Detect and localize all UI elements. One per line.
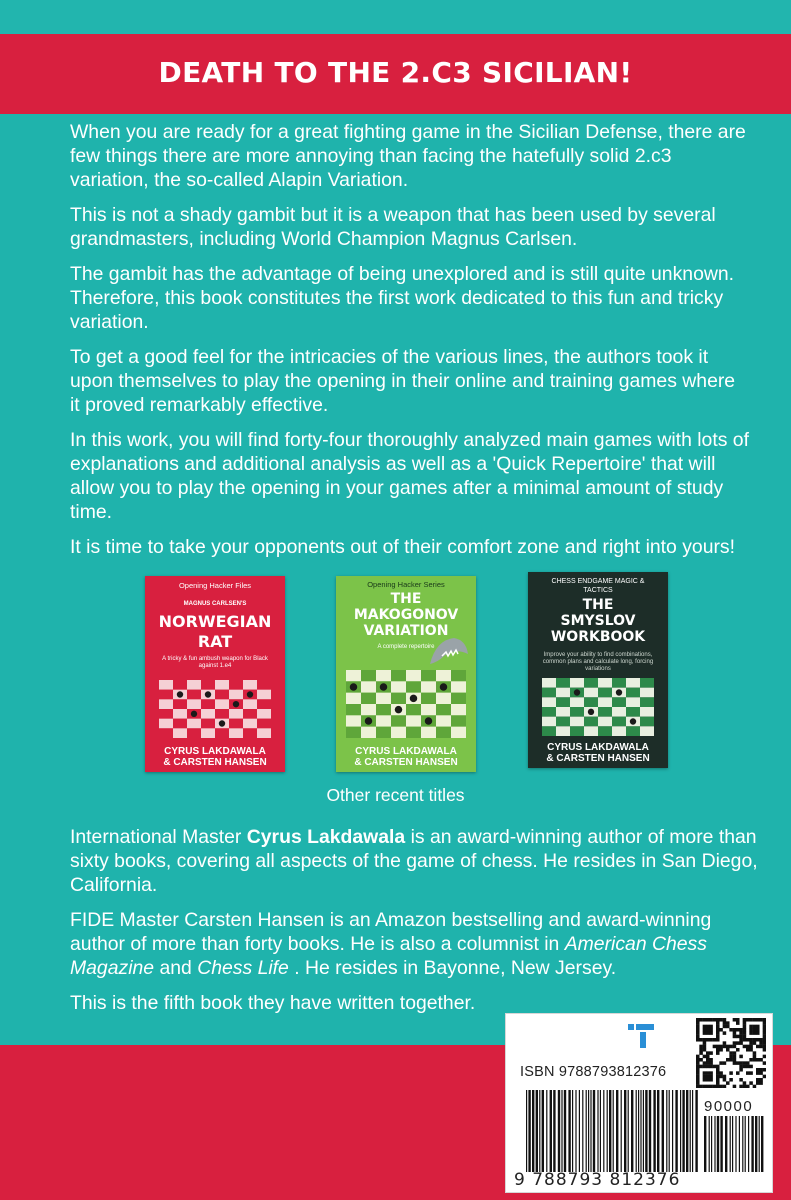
publisher-logo-icon bbox=[626, 1022, 656, 1050]
cover-title-line: VARIATION bbox=[363, 623, 449, 639]
cover-title-line: MAKOGONOV bbox=[353, 607, 459, 623]
cover-title-line: WORKBOOK bbox=[550, 629, 646, 645]
cover-norwegian-rat bbox=[145, 576, 285, 772]
bio-text: FIDE Master Carsten Hansen is an Amazon bestselling and award-winning author of more than forty books. He is also a columnist in bbox=[70, 909, 712, 955]
cover-title-line: RAT bbox=[197, 632, 233, 651]
cover-smyslov-workbook bbox=[528, 572, 668, 768]
isbn-label: ISBN 9788793812376 bbox=[520, 1064, 667, 1080]
cover-series-label: CHESS ENDGAME MAGIC & TACTICS bbox=[551, 578, 645, 594]
cover-title-line: THE bbox=[390, 591, 422, 607]
cover-subtitle: A complete repertoire bbox=[377, 644, 435, 650]
blurb-paragraph: To get a good feel for the intricacies of the various lines, the authors took it upon themselves to play the opening in their online and training games where it proved remarkably effective. bbox=[70, 346, 736, 416]
chessboard-illustration bbox=[346, 670, 466, 738]
covers-caption: Other recent titles bbox=[326, 785, 465, 805]
cover-author: CYRUS LAKDAWALA bbox=[355, 746, 457, 757]
back-cover-title: DEATH TO THE 2.C3 SICILIAN! bbox=[158, 55, 633, 89]
cover-series-label: Opening Hacker Series bbox=[367, 580, 445, 589]
barcode-digits: 9 788793 812376 bbox=[514, 1170, 681, 1190]
cover-author: CYRUS LAKDAWALA bbox=[164, 746, 266, 757]
cover-title-line: THE bbox=[582, 597, 614, 613]
blurb-section bbox=[70, 120, 750, 570]
price-code: 90000 bbox=[704, 1098, 754, 1115]
cover-pretitle: MAGNUS CARLSEN'S bbox=[183, 601, 247, 607]
cover-subtitle: Improve your ability to find combinations, common plans and calculate long, forcing variations bbox=[542, 652, 654, 672]
shark-illustration bbox=[426, 634, 470, 674]
bio-lakdawala bbox=[70, 825, 760, 897]
blurb-paragraph: It is time to take your opponents out of their comfort zone and right into yours! bbox=[70, 536, 736, 558]
cover-subtitle: A tricky & fun ambush weapon for Black against 1.e4 bbox=[162, 656, 268, 669]
cover-author: & CARSTEN HANSEN bbox=[546, 753, 650, 764]
cover-author: & CARSTEN HANSEN bbox=[354, 757, 458, 768]
chessboard-illustration bbox=[542, 678, 654, 736]
magazine-name: Chess Life bbox=[197, 957, 289, 979]
cover-makogonov-variation bbox=[336, 576, 476, 772]
cover-author: CYRUS LAKDAWALA bbox=[547, 742, 649, 753]
bio-text: International Master bbox=[70, 826, 247, 848]
qr-code-icon bbox=[696, 1018, 766, 1088]
cover-author: & CARSTEN HANSEN bbox=[163, 757, 267, 768]
bio-text: and bbox=[154, 957, 198, 979]
bio-text: is an award-winning author of more than sixty books, covering all aspects of the game of chess. He resides in San Diego, California. bbox=[70, 826, 758, 896]
blurb-paragraph: This is not a shady gambit but it is a weapon that has been used by several grandmasters, including World Champion Magnus Carlsen. bbox=[70, 204, 716, 250]
blurb-paragraph: The gambit has the advantage of being unexplored and is still quite unknown. Therefore, this book constitutes the first work dedicated to this fun and tricky variation. bbox=[70, 263, 735, 333]
price-barcode bbox=[704, 1116, 766, 1172]
isbn-barcode bbox=[526, 1090, 698, 1172]
barcode-label bbox=[505, 1013, 773, 1193]
bio-hansen bbox=[70, 908, 760, 980]
cover-series-label: Opening Hacker Files bbox=[178, 581, 252, 590]
bio-closing: This is the fifth book they have written together. bbox=[70, 992, 476, 1014]
blurb-paragraph: When you are ready for a great fighting game in the Sicilian Defense, there are few things there are more annoying than facing the hatefully solid 2.c3 variation, the so-called Alapin Variation. bbox=[70, 121, 746, 191]
other-titles-covers bbox=[0, 572, 791, 772]
blurb-paragraph: In this work, you will find forty-four thoroughly analyzed main games with lots of explanations and additional analysis as well as a 'Quick Repertoire' that will allow you to play the opening in your games after a minimal amount of study time. bbox=[70, 429, 749, 523]
title-banner bbox=[0, 34, 791, 114]
chessboard-illustration bbox=[159, 680, 271, 738]
cover-title-line: SMYSLOV bbox=[560, 613, 636, 629]
magazine-name: American Chess Magazine bbox=[70, 933, 707, 979]
top-strip bbox=[0, 0, 791, 34]
bio-text: . He resides in Bayonne, New Jersey. bbox=[288, 957, 617, 979]
cover-title-line: NORWEGIAN bbox=[158, 612, 272, 631]
author-name: Cyrus Lakdawala bbox=[246, 826, 406, 848]
author-bio-section bbox=[70, 825, 760, 1026]
